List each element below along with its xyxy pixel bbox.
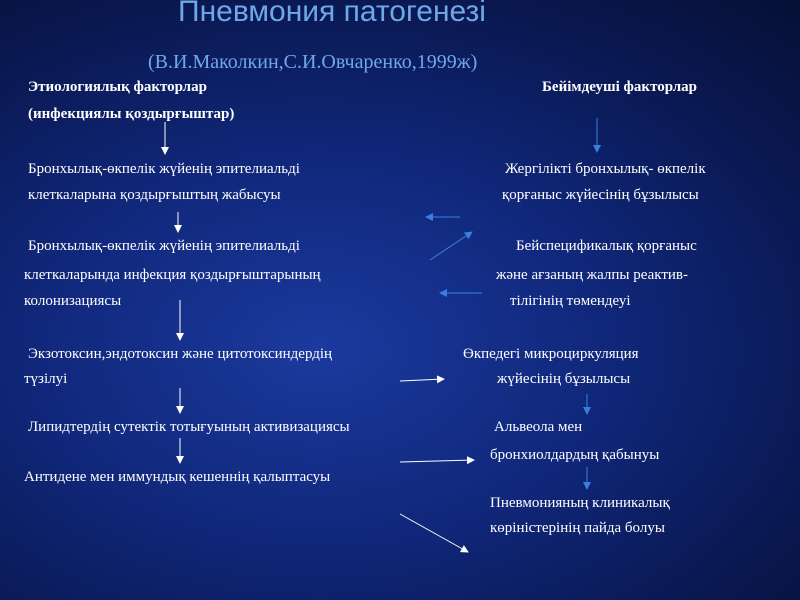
left-header-line2: (инфекциялы қоздырғыштар) [28,106,235,122]
right-step5-line2: көріністерінің пайда болуы [490,520,665,536]
left-step2-line2: клеткаларында инфекция қоздырғыштарының [24,267,321,283]
left-step3-line2: түзілуі [24,371,68,387]
arrow-left-to-right-1 [400,379,444,381]
right-step3-line1: Өкпедегі микроциркуляция [463,346,639,362]
arrow-left-to-right-2 [400,460,474,462]
left-step4-line1: Липидтердің сутектік тотығуының активизациясы [28,419,350,435]
right-step1-line2: қорғаныс жүйесінің бұзылысы [502,187,699,203]
page-subtitle: (В.И.Маколкин,С.И.Овчаренко,1999ж) [148,51,478,73]
left-header-line1: Этиологиялық факторлар [28,79,207,95]
right-step2-line2: және ағзаның жалпы реактив- [496,267,688,283]
right-step3-line2: жүйесінің бұзылысы [497,371,631,387]
right-header-line1: Бейімдеуші факторлар [542,79,697,95]
right-step4-line2: бронхиолдардың қабынуы [490,447,660,463]
arrow-diagonal-down-right [400,514,468,552]
left-step2-line3: колонизациясы [24,293,122,309]
left-step3-line1: Экзотоксин,эндотоксин және цитотоксиндердің [28,346,333,362]
right-step1-line1: Жергілікті бронхылық- өкпелік [505,161,706,177]
right-step5-line1: Пневмонияның клиникалық [490,495,670,511]
left-step1-line1: Бронхылық-өкпелік жүйенің эпителиальді [28,161,300,177]
left-step1-line2: клеткаларына қоздырғыштың жабысуы [28,187,281,203]
left-step5-line1: Антидене мен иммундық кешеннің қалыптасуы [24,469,331,485]
page-title: Пневмония патогенезі [178,0,486,28]
right-step2-line1: Бейспецификалық қорғаныс [516,238,697,254]
right-step4-line1: Альвеола мен [494,419,583,435]
right-step2-line3: тілігінің төмендеуі [510,293,631,309]
left-step2-line1: Бронхылық-өкпелік жүйенің эпителиальді [28,238,300,254]
arrow-diagonal-up-right [430,232,472,260]
